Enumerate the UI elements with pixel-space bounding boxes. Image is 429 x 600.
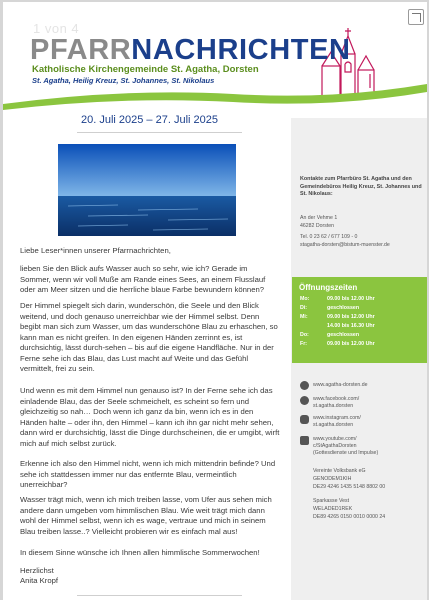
newsletter-title: PFARRNACHRICHTEN	[30, 34, 351, 66]
greeting: Liebe Leser*innen unserer Pfarrnachrichten,	[20, 246, 171, 255]
globe-icon	[300, 381, 309, 390]
address-line1: An der Vehme 1	[300, 215, 338, 221]
hours-day: Mi:	[300, 314, 308, 320]
paragraph: Und wenn es mit dem Himmel nun genauso ist? In der Ferne sehe ich das einladende Blau, das der Seele schmeichelt, es scheint so fern und gleichzeitig so nah… Doch wenn ich ganz da bin, wenn ich es in den Händen halte – oder ihn, den Himmel – kann ich ihn gar nicht mehr sehen, dann wird er durchsichtig, lässt die Dinge durchscheinen, die er umgibt, wirft mich auf mich selbst zurück.	[20, 386, 280, 448]
hours-day: Fr:	[300, 341, 308, 347]
phone: Tel. 0 23 62 / 677 109 - 0	[300, 234, 358, 240]
youtube-icon	[300, 436, 309, 445]
youtube-note: (Gottesdienste und Impulse)	[313, 450, 379, 456]
divider	[77, 595, 242, 596]
bank2-bic: WELADED1REK	[313, 506, 353, 512]
paragraph: Erkenne ich also den Himmel nicht, wenn ich mich mittendrin befinde? Und sehe ich stattdessen immer nur das entfernte Blau, vermeintlich unerreichbar?	[20, 459, 276, 489]
hours-day: Mo:	[300, 296, 310, 302]
parish-name: Katholische Kirchengemeinde St. Agatha, Dorsten	[32, 64, 259, 75]
hours-day: Do:	[300, 332, 309, 338]
sea-photo	[58, 144, 236, 236]
signature: Anita Kropf	[20, 576, 59, 585]
paragraph: In diesem Sinne wünsche ich Ihnen allen himmlische Sommerwochen!	[20, 548, 260, 557]
paragraph: lieben Sie den Blick aufs Wasser auch so sehr, wie ich? Gerade im Sommer, wenn wir voll Muße am Rande eines Sees, an einem Flusslauf oder am Meer sitzen und die herrliche blaue Farbe bewundern können?	[20, 264, 266, 294]
bank1-name: Vereinte Volksbank eG	[313, 468, 366, 474]
address-line2: 46282 Dorsten	[300, 223, 335, 229]
hours-time: geschlossen	[327, 332, 360, 338]
bank2-iban: DE89 4265 0150 0010 0000 24	[313, 514, 386, 520]
document-page	[3, 2, 427, 600]
facebook-link-path[interactable]: st.agatha.dorsten	[313, 403, 354, 409]
closing: Herzlichst	[20, 566, 54, 575]
instagram-link-path[interactable]: st.agatha.dorsten	[313, 422, 354, 428]
facebook-icon	[300, 396, 309, 405]
youtube-link[interactable]: www.youtube.com/	[313, 436, 357, 442]
divider	[77, 132, 242, 133]
bank1-iban: DE29 4246 1435 5148 8802 00	[313, 484, 386, 490]
bank1-bic: GENODEM1KIH	[313, 476, 352, 482]
email-link[interactable]: stagatha-dorsten@bistum-muenster.de	[300, 242, 390, 248]
expand-icon[interactable]	[408, 9, 424, 25]
hours-time: 09.00 bis 12.00 Uhr	[327, 314, 375, 320]
hours-time: 14.00 bis 16.30 Uhr	[327, 323, 375, 329]
paragraph: Wasser trägt mich, wenn ich mich treiben lasse, vom Ufer aus sehen mich andere dann umgeben vom himmlischen Blau. Wie weit trägt mich dann wohl der Himmel selbst, wenn ich es wage, vertraue und mich in seinem Blau treiben lasse..? Vielleicht probieren wir es einfach mal aus!	[20, 495, 272, 536]
page-indicator: 1 von 4	[33, 21, 80, 36]
hours-time: 09.00 bis 12.00 Uhr	[327, 341, 375, 347]
youtube-link-path[interactable]: c/StAgathaDorsten	[313, 443, 357, 449]
contact-heading: Kontakte zum Pfarrbüro St. Agatha und den Gemeindebüros Heilig Kreuz, St. Johannes und St. Nikolaus:	[300, 176, 422, 198]
parish-list: St. Agatha, Heilig Kreuz, St. Johannes, St. Nikolaus	[32, 76, 215, 85]
hours-time: 09.00 bis 12.00 Uhr	[327, 296, 375, 302]
instagram-link[interactable]: www.instagram.com/	[313, 415, 361, 421]
paragraph: Der Himmel spiegelt sich darin, wunderschön, die Seele und den Blick weitend, und doch genauso unerreichbar wie der Himmel selbst. Denn begibt man sich zum Wasser, um das wunderschöne Blau zu erhaschen, so kann man es nicht greifen. In den eigenen Händen zerrinnt es, ist durchsichtig, lässt durch-sehen – bis auf die eigene Handfläche. Nur in der Ferne sehe ich das Blau, das Lust macht auf Weite und das Gefühl vermittelt, frei zu sein.	[20, 301, 278, 373]
facebook-link[interactable]: www.facebook.com/	[313, 396, 360, 402]
hours-day: Di:	[300, 305, 308, 311]
instagram-icon	[300, 415, 309, 424]
bank2-name: Sparkasse Vest	[313, 498, 350, 504]
website-link[interactable]: www.agatha-dorsten.de	[313, 382, 368, 388]
hours-time: geschlossen	[327, 305, 360, 311]
date-range: 20. Juli 2025 – 27. Juli 2025	[81, 114, 218, 126]
opening-hours-title: Öffnungszeiten	[299, 283, 358, 292]
